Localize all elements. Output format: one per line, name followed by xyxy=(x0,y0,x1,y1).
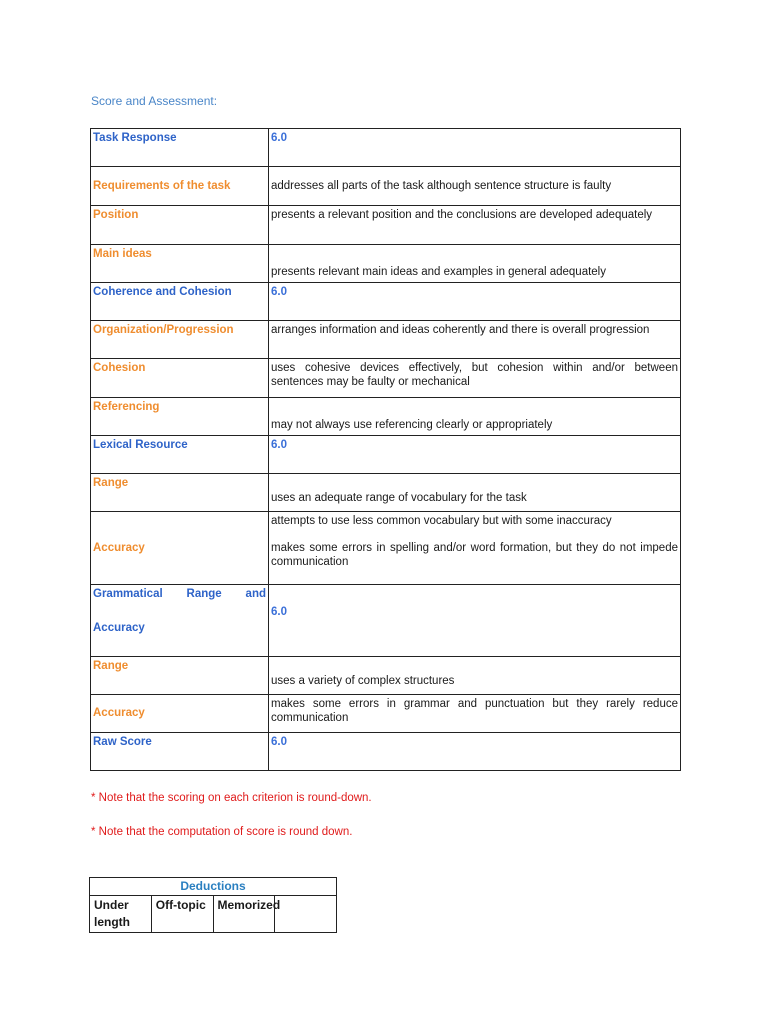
note-text: * Note that the computation of score is round down. xyxy=(91,826,353,838)
table-row xyxy=(91,512,681,585)
sub-criterion-desc: arranges information and ideas coherently and there is overall progression xyxy=(269,321,681,359)
raw-score-value: 6.0 xyxy=(269,733,681,771)
sub-criterion-desc-cell xyxy=(269,512,681,585)
sub-criterion-label: Referencing xyxy=(91,398,269,436)
criterion-label: Raw Score xyxy=(91,733,269,771)
table-row xyxy=(91,283,681,321)
table-row xyxy=(91,321,681,359)
sub-criterion-desc: attempts to use less common vocabulary but with some inaccuracy xyxy=(271,515,612,527)
criterion-score: 6.0 xyxy=(269,436,681,474)
score-table xyxy=(90,128,681,771)
table-row xyxy=(91,733,681,771)
sub-criterion-label: Position xyxy=(91,206,269,245)
deduction-col-empty xyxy=(275,896,337,933)
sub-criterion-desc: uses a variety of complex structures xyxy=(269,657,681,695)
table-row xyxy=(90,878,337,896)
sub-criterion-desc: uses an adequate range of vocabulary for the task xyxy=(269,474,681,512)
table-row xyxy=(91,359,681,398)
sub-criterion-desc: makes some errors in grammar and punctuation but they rarely reduce communication xyxy=(269,695,681,733)
sub-criterion-label: Range xyxy=(91,474,269,512)
sub-criterion-label: Cohesion xyxy=(91,359,269,398)
criterion-score: 6.0 xyxy=(269,585,681,657)
note-text: * Note that the scoring on each criterion is round-down. xyxy=(91,792,372,804)
table-row xyxy=(91,657,681,695)
table-row xyxy=(91,474,681,512)
sub-criterion-label: Main ideas xyxy=(91,245,269,283)
table-row xyxy=(91,436,681,474)
criterion-label: Coherence and Cohesion xyxy=(91,283,269,321)
sub-criterion-label: Organization/Progression xyxy=(91,321,269,359)
sub-criterion-desc: presents a relevant position and the conclusions are developed adequately xyxy=(269,206,681,245)
deductions-title: Deductions xyxy=(90,878,337,896)
table-row xyxy=(90,896,337,933)
deduction-col-off-topic: Off-topic xyxy=(151,896,213,933)
deduction-col-memorized: Memorized xyxy=(213,896,275,933)
table-row xyxy=(91,695,681,733)
table-row xyxy=(91,585,681,657)
deductions-table xyxy=(89,877,337,933)
table-row xyxy=(91,206,681,245)
sub-criterion-desc: addresses all parts of the task although sentence structure is faulty xyxy=(269,167,681,206)
sub-criterion-desc: presents relevant main ideas and examples in general adequately xyxy=(269,245,681,283)
sub-criterion-label: Accuracy xyxy=(91,695,269,733)
sub-criterion-label: Requirements of the task xyxy=(91,167,269,206)
criterion-label xyxy=(91,585,269,657)
sub-criterion-desc: makes some errors in spelling and/or word formation, but they do not impede communication xyxy=(271,542,678,568)
deduction-col-under-length: Under length xyxy=(90,896,152,933)
sub-criterion-label: Range xyxy=(91,657,269,695)
sub-criterion-desc: uses cohesive devices effectively, but cohesion within and/or between sentences may be faulty or mechanical xyxy=(269,359,681,398)
criterion-score: 6.0 xyxy=(269,283,681,321)
criterion-label-line: Accuracy xyxy=(93,622,145,634)
criterion-label-line: Grammatical Range and xyxy=(93,588,266,600)
table-row xyxy=(91,398,681,436)
table-row xyxy=(91,129,681,167)
criterion-label: Task Response xyxy=(91,129,269,167)
table-row xyxy=(91,245,681,283)
section-title: Score and Assessment: xyxy=(91,94,218,108)
criterion-label: Lexical Resource xyxy=(91,436,269,474)
sub-criterion-label: Accuracy xyxy=(91,512,269,585)
criterion-score: 6.0 xyxy=(269,129,681,167)
sub-criterion-desc: may not always use referencing clearly or appropriately xyxy=(269,398,681,436)
table-row xyxy=(91,167,681,206)
